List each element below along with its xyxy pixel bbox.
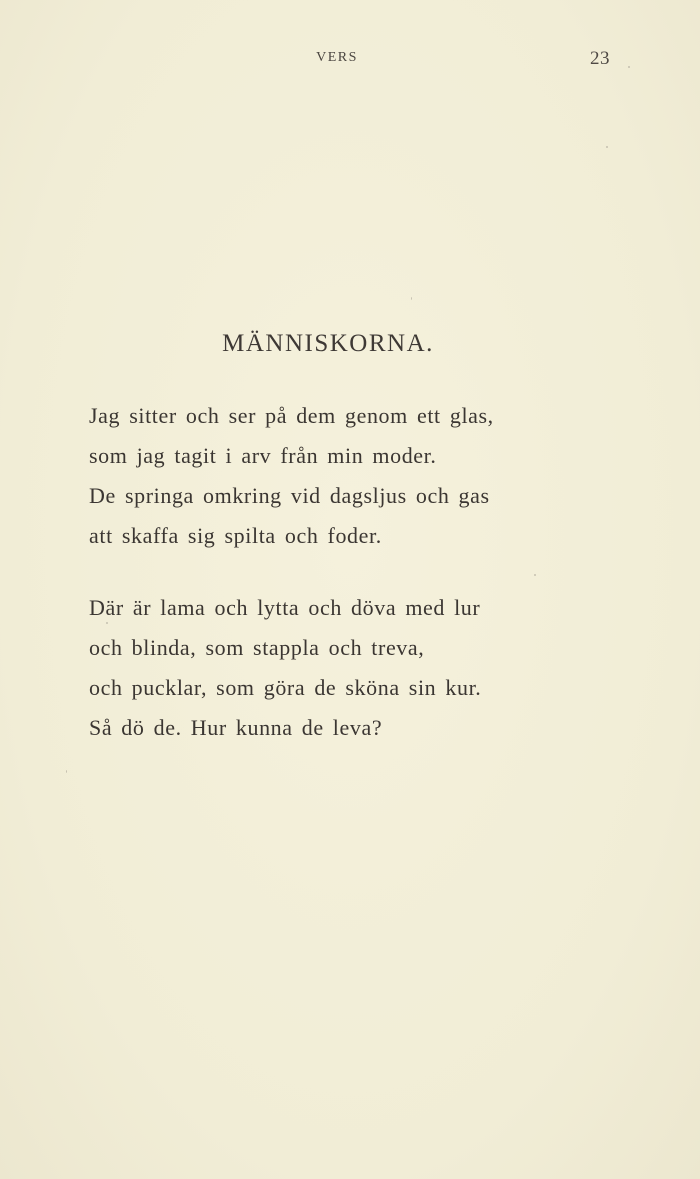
poem-title: MÄNNISKORNA. — [222, 330, 434, 357]
paper-speck — [628, 66, 630, 68]
page-number: 23 — [590, 48, 610, 69]
poem-line: Där är lama och lytta och döva med lur — [89, 595, 481, 620]
poem-line: De springa omkring vid dagsljus och gas — [89, 483, 490, 508]
poem-line: som jag tagit i arv från min moder. — [89, 443, 437, 468]
paper-speck — [411, 297, 412, 300]
stanza-2 — [89, 588, 609, 748]
poem-line: att skaffa sig spilta och foder. — [89, 523, 382, 548]
stanza-1 — [89, 396, 609, 556]
running-head — [0, 50, 700, 70]
paper-speck — [534, 574, 536, 576]
poem-line: Så dö de. Hur kunna de leva? — [89, 715, 383, 740]
poem-line: och blinda, som stappla och treva, — [89, 635, 425, 660]
running-head-title: VERS — [316, 50, 358, 65]
paper-speck — [66, 770, 67, 773]
paper-speck — [606, 146, 608, 148]
poem-line: och pucklar, som göra de sköna sin kur. — [89, 675, 482, 700]
paper-speck — [106, 622, 108, 624]
poem-line: Jag sitter och ser på dem genom ett glas, — [89, 403, 494, 428]
